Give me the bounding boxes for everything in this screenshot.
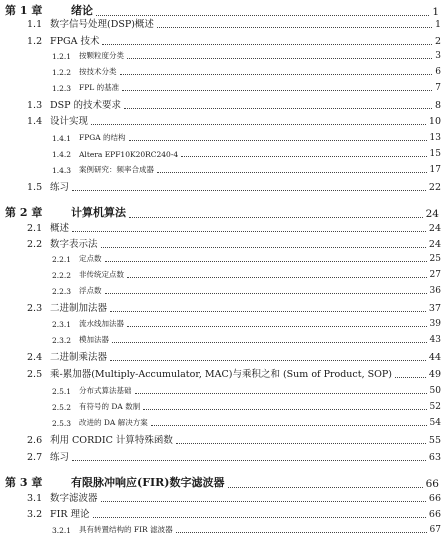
dot-leader xyxy=(181,156,427,157)
entry-number: 1.2.2 xyxy=(52,68,72,77)
entry-page-number: 27 xyxy=(429,270,441,280)
dot-leader xyxy=(93,517,426,518)
dot-leader xyxy=(120,74,432,75)
dot-leader xyxy=(105,293,427,294)
entry-number: 3.1 xyxy=(27,493,43,504)
entry-page-number: 66 xyxy=(425,478,439,490)
entry-title: 练习 xyxy=(50,182,70,193)
entry-title: 利用 CORDIC 计算特殊函数 xyxy=(50,435,173,446)
entry-page-number: 37 xyxy=(428,303,441,314)
entry-number: 2.2.3 xyxy=(52,287,72,296)
toc-section-entry xyxy=(0,15,445,30)
entry-number: 2.2.2 xyxy=(52,271,72,280)
entry-number: 1.2.3 xyxy=(52,84,72,93)
toc-subsection-entry xyxy=(0,282,445,296)
entry-number: 1.4 xyxy=(27,116,43,127)
dot-leader xyxy=(72,190,426,191)
entry-page-number: 10 xyxy=(428,116,441,127)
toc-subsection-entry xyxy=(0,145,445,159)
entry-number: 2.3 xyxy=(27,303,43,314)
entry-page-number: 36 xyxy=(429,286,441,296)
toc-section-entry xyxy=(0,348,445,363)
dot-leader xyxy=(124,108,432,109)
toc-subsection-entry xyxy=(0,315,445,329)
dot-leader xyxy=(395,377,426,378)
entry-title: 有符号的 DA 数制 xyxy=(79,402,141,411)
dot-leader xyxy=(129,140,427,141)
dot-leader xyxy=(157,27,432,28)
entry-number: 1.2.1 xyxy=(52,52,72,61)
entry-title: 改进的 DA 解决方案 xyxy=(79,418,148,427)
entry-number: 2.5.2 xyxy=(52,403,72,412)
toc-subsection-entry xyxy=(0,47,445,61)
entry-page-number: 24 xyxy=(428,223,441,234)
dot-leader xyxy=(72,460,426,461)
entry-number: 2.7 xyxy=(27,452,43,463)
dot-leader xyxy=(127,326,427,327)
dot-leader xyxy=(101,247,426,248)
toc-section-entry xyxy=(0,431,445,446)
entry-page-number: 24 xyxy=(425,208,439,220)
dot-leader xyxy=(110,360,426,361)
entry-page-number: 22 xyxy=(428,182,441,193)
entry-title: 乘-累加器(Multiply-Accumulator, MAC)与乘积之和 (Sum of Product, SOP) xyxy=(50,369,393,380)
entry-title: 浮点数 xyxy=(79,286,102,295)
toc-section-entry xyxy=(0,178,445,193)
entry-title: FPGA 技术 xyxy=(50,36,100,47)
entry-number: 3.2.1 xyxy=(52,526,72,535)
entry-page-number: 3 xyxy=(435,51,441,61)
toc-subsection-entry xyxy=(0,79,445,93)
dot-leader xyxy=(101,501,426,502)
entry-number: 1.1 xyxy=(27,19,43,30)
toc-subsection-entry xyxy=(0,266,445,280)
entry-number: 2.5.1 xyxy=(52,387,72,396)
entry-title: 数字信号处理(DSP)概述 xyxy=(50,19,154,30)
entry-title: 有限脉冲响应(FIR)数字滤波器 xyxy=(71,476,225,489)
entry-page-number: 66 xyxy=(428,509,441,520)
toc-subsection-entry xyxy=(0,521,445,535)
entry-number: 2.1 xyxy=(27,223,43,234)
entry-number: 2.3.1 xyxy=(52,320,72,329)
entry-number: 1.3 xyxy=(27,100,43,111)
dot-leader xyxy=(157,172,427,173)
entry-number: 第 2 章 xyxy=(5,206,43,219)
entry-title: 二进制乘法器 xyxy=(50,352,108,363)
entry-number: 第 1 章 xyxy=(5,4,43,17)
entry-title: 二进制加法器 xyxy=(50,303,108,314)
entry-title: 数字表示法 xyxy=(50,239,98,250)
dot-leader xyxy=(110,311,426,312)
dot-leader xyxy=(112,342,427,343)
entry-title: FPL 的基准 xyxy=(79,83,120,92)
toc-section-entry xyxy=(0,219,445,234)
toc-subsection-entry xyxy=(0,414,445,428)
toc-subsection-entry xyxy=(0,398,445,412)
entry-page-number: 24 xyxy=(428,239,441,250)
entry-page-number: 39 xyxy=(429,319,441,329)
entry-number: 1.4.2 xyxy=(52,150,72,159)
entry-number: 2.4 xyxy=(27,352,43,363)
toc-subsection-entry xyxy=(0,63,445,77)
entry-page-number: 2 xyxy=(434,36,441,47)
toc-section-entry xyxy=(0,32,445,47)
entry-title: 案例研究：频率合成器 xyxy=(79,165,154,174)
toc-section-entry xyxy=(0,505,445,520)
dot-leader xyxy=(105,261,427,262)
entry-title: 流水线加法器 xyxy=(79,319,124,328)
dot-leader xyxy=(91,124,426,125)
entry-page-number: 44 xyxy=(428,352,441,363)
entry-number: 1.2 xyxy=(27,36,43,47)
toc-section-entry xyxy=(0,448,445,463)
entry-number: 2.2.1 xyxy=(52,255,72,264)
entry-number: 2.5 xyxy=(27,369,43,380)
entry-number: 1.4.3 xyxy=(52,166,72,175)
entry-page-number: 1 xyxy=(434,19,441,30)
dot-leader xyxy=(176,443,426,444)
entry-title: 具有转置结构的 FIR 滤波器 xyxy=(79,525,173,534)
entry-title: FIR 理论 xyxy=(50,509,90,520)
entry-title: 设计实现 xyxy=(50,116,89,127)
entry-number: 2.3.2 xyxy=(52,336,72,345)
toc-section-entry xyxy=(0,299,445,314)
entry-page-number: 13 xyxy=(429,133,441,143)
toc-subsection-entry xyxy=(0,161,445,175)
entry-page-number: 63 xyxy=(428,452,441,463)
entry-number: 3.2 xyxy=(27,509,43,520)
entry-page-number: 7 xyxy=(435,83,441,93)
entry-title: 非传统定点数 xyxy=(79,270,124,279)
dot-leader xyxy=(102,44,432,45)
toc-section-entry xyxy=(0,365,445,380)
entry-page-number: 17 xyxy=(429,165,441,175)
entry-title: 分布式算法基础 xyxy=(79,386,132,395)
entry-page-number: 49 xyxy=(428,369,441,380)
entry-page-number: 8 xyxy=(434,100,441,111)
entry-title: DSP 的技术要求 xyxy=(50,100,122,111)
entry-page-number: 55 xyxy=(428,435,441,446)
entry-page-number: 50 xyxy=(429,386,441,396)
entry-number: 2.2 xyxy=(27,239,43,250)
toc-subsection-entry xyxy=(0,129,445,143)
entry-title: 模加法器 xyxy=(79,335,109,344)
toc-subsection-entry xyxy=(0,331,445,345)
entry-number: 2.6 xyxy=(27,435,43,446)
entry-page-number: 54 xyxy=(429,418,441,428)
dot-leader xyxy=(72,231,426,232)
entry-page-number: 15 xyxy=(429,149,441,159)
dot-leader xyxy=(143,409,427,410)
entry-page-number: 1 xyxy=(432,6,439,18)
entry-page-number: 52 xyxy=(429,402,441,412)
entry-page-number: 67 xyxy=(429,525,441,535)
entry-page-number: 25 xyxy=(429,254,441,264)
entry-page-number: 6 xyxy=(435,67,441,77)
dot-leader xyxy=(122,90,432,91)
entry-title: 绪论 xyxy=(71,4,93,17)
entry-number: 1.5 xyxy=(27,182,43,193)
entry-title: Altera EPF10K20RC240-4 xyxy=(79,150,179,159)
entry-title: FPGA 的结构 xyxy=(79,133,126,142)
dot-leader xyxy=(135,393,427,394)
toc-section-entry xyxy=(0,96,445,111)
entry-title: 概述 xyxy=(50,223,70,234)
toc-section-entry xyxy=(0,489,445,504)
entry-number: 2.5.3 xyxy=(52,419,72,428)
toc-chapter-entry xyxy=(0,202,445,220)
dot-leader xyxy=(127,58,432,59)
toc-section-entry xyxy=(0,112,445,127)
dot-leader xyxy=(129,217,423,218)
entry-number: 1.4.1 xyxy=(52,134,72,143)
dot-leader xyxy=(151,425,427,426)
toc-subsection-entry xyxy=(0,250,445,264)
entry-title: 定点数 xyxy=(79,254,102,263)
toc-chapter-entry xyxy=(0,472,445,490)
entry-title: 练习 xyxy=(50,452,70,463)
entry-title: 计算机算法 xyxy=(71,206,126,219)
entry-page-number: 43 xyxy=(429,335,441,345)
entry-number: 第 3 章 xyxy=(5,476,43,489)
entry-title: 数字滤波器 xyxy=(50,493,98,504)
toc-subsection-entry xyxy=(0,382,445,396)
dot-leader xyxy=(127,277,427,278)
entry-page-number: 66 xyxy=(428,493,441,504)
entry-title: 按颗粒度分类 xyxy=(79,51,124,60)
dot-leader xyxy=(228,487,423,488)
entry-title: 按技术分类 xyxy=(79,67,117,76)
dot-leader xyxy=(176,532,427,533)
toc-section-entry xyxy=(0,235,445,250)
